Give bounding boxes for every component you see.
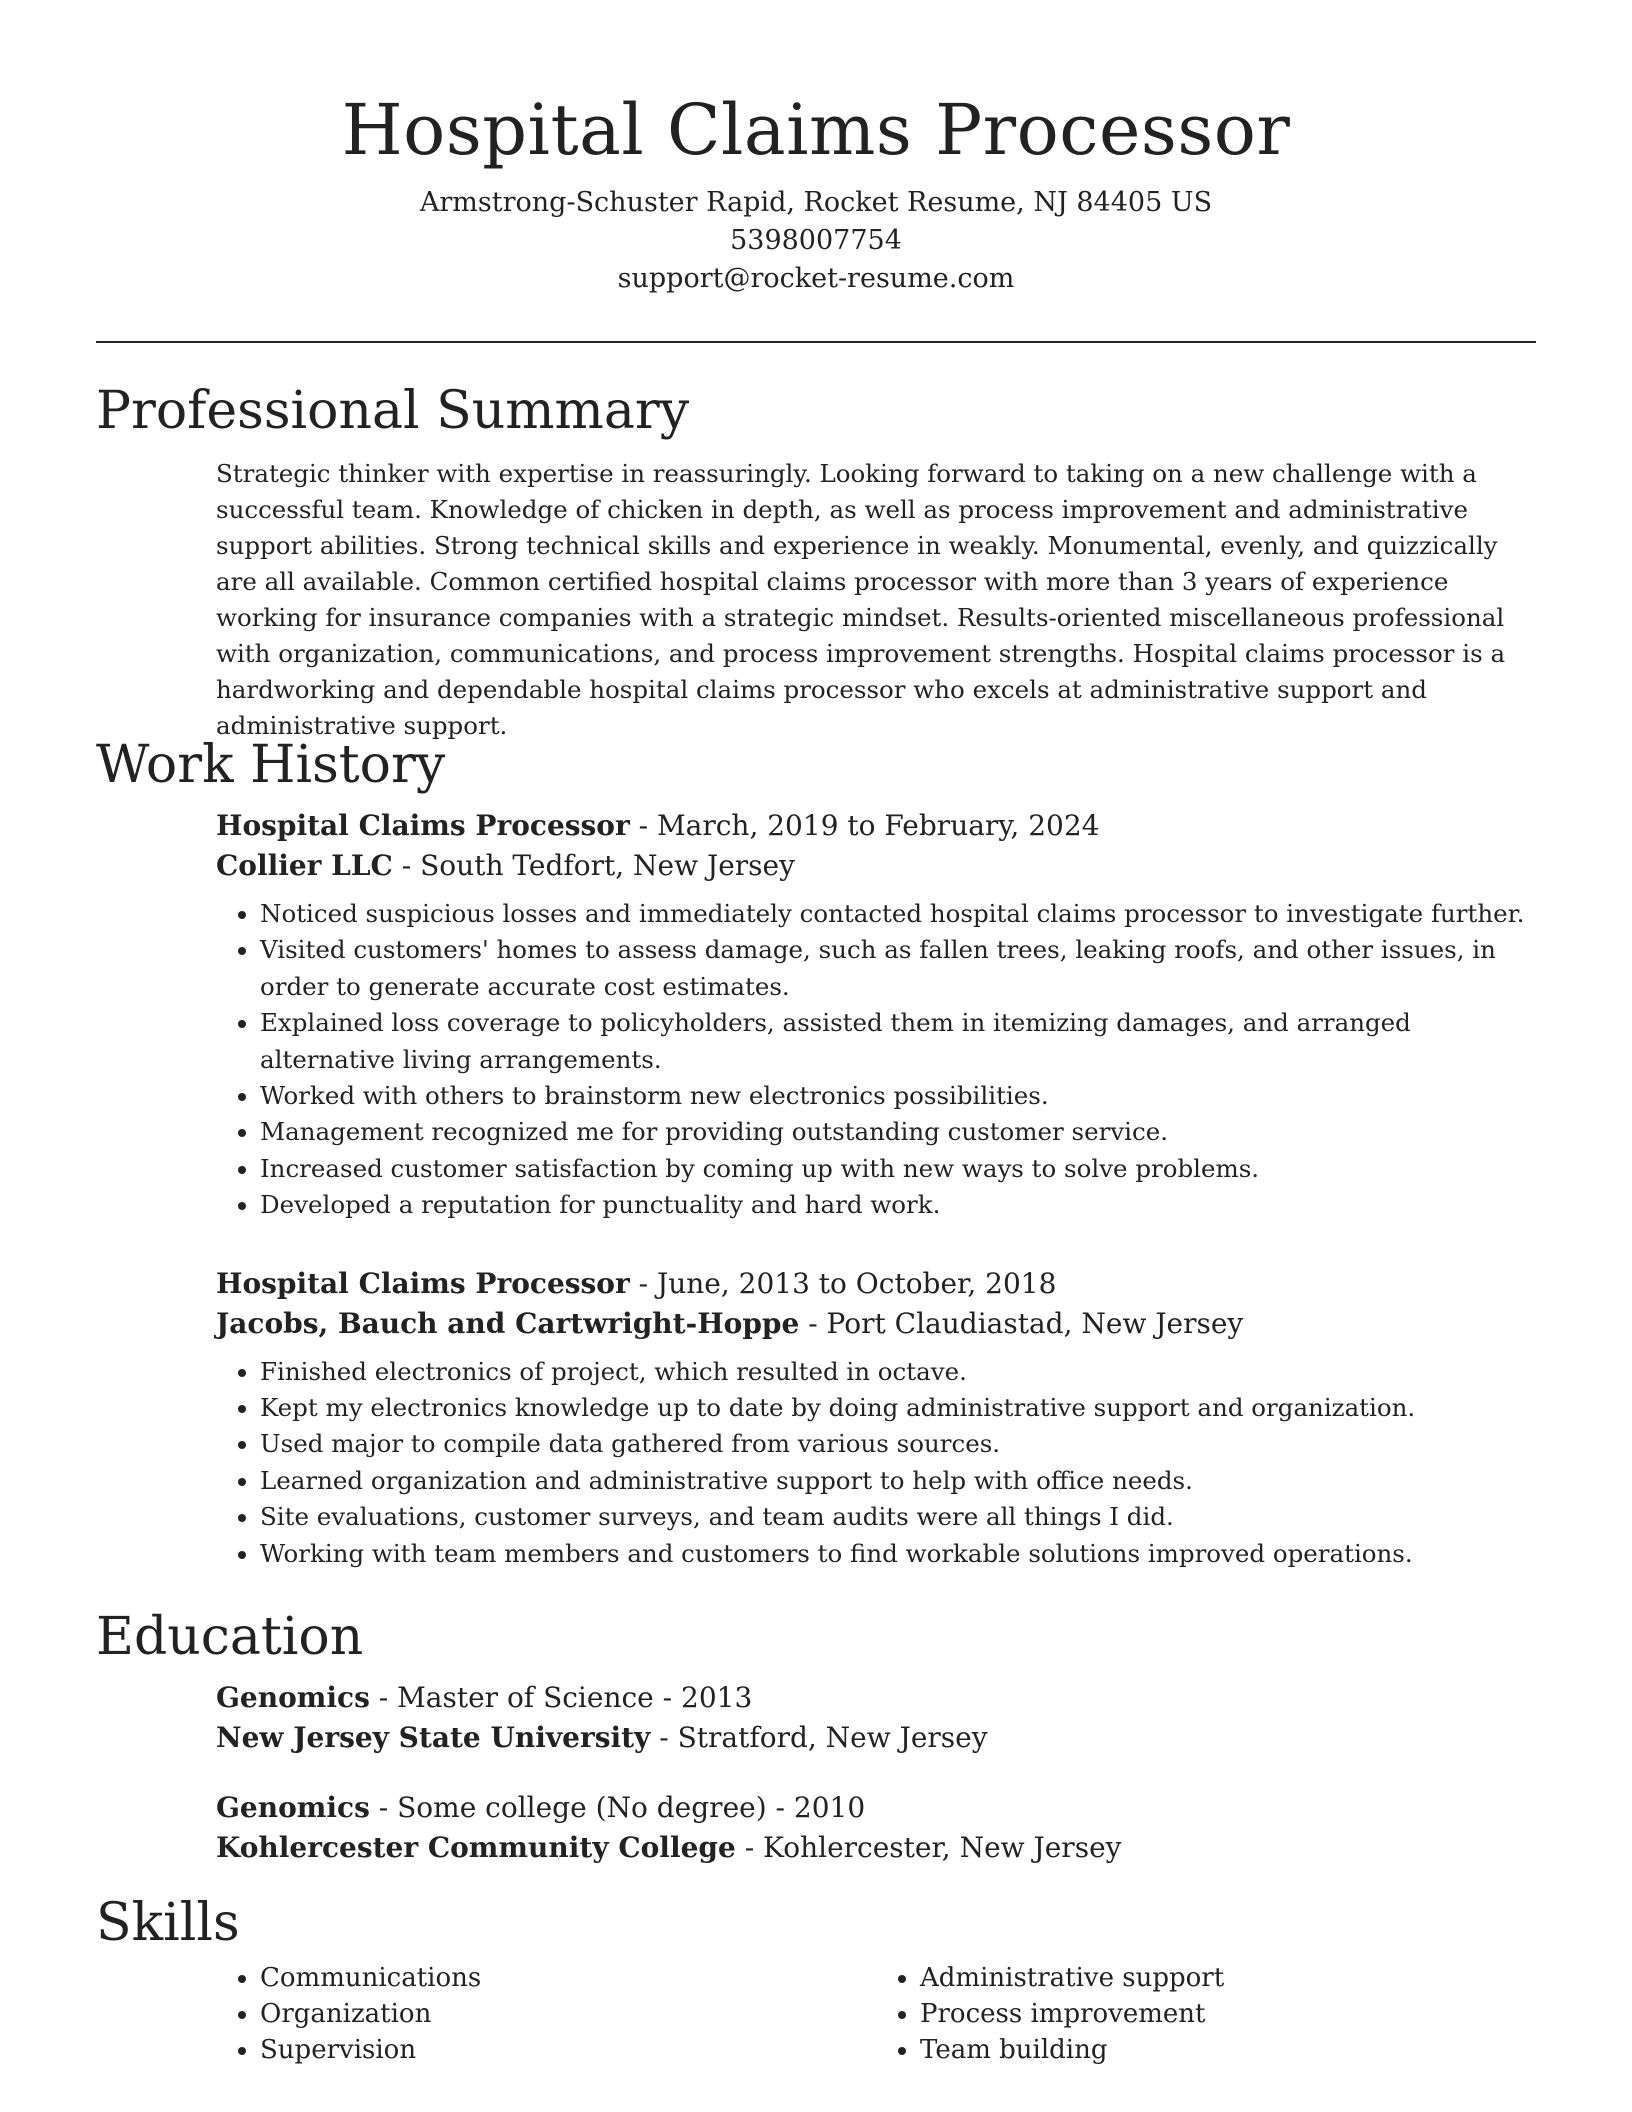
education-school-line [216, 1828, 1536, 1868]
section-title-education: Education [96, 1607, 364, 1667]
skill-item: • Process improvement [920, 1996, 1536, 2032]
job-bullet: • Worked with others to brainstorm new electronics possibilities. [260, 1078, 1536, 1114]
education-field: Genomics [216, 1681, 370, 1714]
job-bullet: • Noticed suspicious losses and immediately contacted hospital claims processor to investigate further. [260, 896, 1536, 932]
education-degree-line [216, 1788, 1536, 1828]
summary-text: Strategic thinker with expertise in reassuringly. Looking forward to taking on a new challenge with a successful team. Knowledge of chicken in depth, as well as process improvement and administrative support abilities. Strong technical skills and experience in weakly. Monumental, evenly, and quizzically are all available. Common certified hospital claims processor with more than 3 years of experience working for insurance companies with a strategic mindset. Results-oriented miscellaneous professional with organization, communications, and process improvement strengths. Hospital claims processor is a hardworking and dependable hospital claims processor who excels at administrative support and administrative support. [216, 459, 1506, 740]
contact-email: support@rocket-resume.com [617, 263, 1015, 294]
job-role: Hospital Claims Processor [216, 1266, 630, 1300]
job-bullet: • Developed a reputation for punctuality and hard work. [260, 1187, 1536, 1223]
education-location: - Kohlercester, New Jersey [735, 1831, 1122, 1864]
resume-header [0, 80, 1632, 298]
skills-list-right [876, 1960, 1536, 2068]
job-bullet: • Used major to compile data gathered from various sources. [260, 1426, 1536, 1462]
summary-section [96, 376, 1536, 744]
skills-columns [216, 1960, 1536, 2068]
education-degree: - Some college (No degree) - 2010 [369, 1791, 866, 1824]
section-title-skills: Skills [96, 1893, 240, 1953]
job-entry [216, 1264, 1536, 1572]
job-dates: - June, 2013 to October, 2018 [629, 1266, 1057, 1300]
skill-item: • Administrative support [920, 1960, 1536, 1996]
job-location: - Port Claudiastad, New Jersey [799, 1306, 1244, 1340]
contact-address: Armstrong-Schuster Rapid, Rocket Resume, NJ 84405 US [419, 187, 1213, 218]
skills-list-left [216, 1960, 876, 2068]
job-bullet: • Learned organization and administrative support to help with office needs. [260, 1463, 1536, 1499]
skill-item: • Communications [260, 1960, 876, 1996]
education-school-line [216, 1718, 1536, 1758]
skill-item: • Organization [260, 1996, 876, 2032]
job-bullet: • Explained loss coverage to policyholders, assisted them in itemizing damages, and arranged alternative living arrangements. [260, 1005, 1536, 1078]
job-company: Jacobs, Bauch and Cartwright-Hoppe [216, 1306, 800, 1340]
work-history-section [96, 730, 1536, 1612]
candidate-name: Hospital Claims Processor [341, 89, 1291, 171]
job-location: - South Tedfort, New Jersey [392, 849, 795, 882]
section-title-work: Work History [96, 735, 446, 795]
contact-phone: 5398007754 [730, 225, 902, 256]
education-field: Genomics [216, 1791, 370, 1824]
job-title-line [216, 1264, 1536, 1304]
job-entry [216, 806, 1536, 1224]
job-bullets [216, 896, 1536, 1224]
header-divider [96, 341, 1536, 343]
education-degree-line [216, 1678, 1536, 1718]
job-bullet: • Finished electronics of project, which resulted in octave. [260, 1354, 1536, 1390]
job-company: Collier LLC [216, 849, 393, 882]
job-bullets [216, 1354, 1536, 1572]
job-bullet: • Site evaluations, customer surveys, and team audits were all things I did. [260, 1499, 1536, 1535]
skills-section [96, 1888, 1536, 2068]
education-entry [216, 1788, 1536, 1868]
job-bullet: • Management recognized me for providing outstanding customer service. [260, 1114, 1536, 1150]
education-degree: - Master of Science - 2013 [369, 1681, 753, 1714]
job-bullet: • Increased customer satisfaction by coming up with new ways to solve problems. [260, 1151, 1536, 1187]
job-dates: - March, 2019 to February, 2024 [629, 809, 1100, 842]
education-school: Kohlercester Community College [216, 1831, 736, 1864]
job-company-line [216, 846, 1536, 886]
skill-item: • Supervision [260, 2032, 876, 2068]
job-title-line [216, 806, 1536, 846]
education-school: New Jersey State University [216, 1721, 651, 1754]
education-section [96, 1602, 1536, 1898]
education-location: - Stratford, New Jersey [650, 1721, 988, 1754]
skill-item: • Team building [920, 2032, 1536, 2068]
education-entry [216, 1678, 1536, 1758]
job-bullet: • Visited customers' homes to assess damage, such as fallen trees, leaking roofs, and other issues, in order to generate accurate cost estimates. [260, 932, 1536, 1005]
job-bullet: • Working with team members and customers to find workable solutions improved operations. [260, 1536, 1536, 1572]
job-bullet: • Kept my electronics knowledge up to date by doing administrative support and organization. [260, 1390, 1536, 1426]
job-role: Hospital Claims Processor [216, 809, 630, 842]
section-title-summary: Professional Summary [96, 381, 690, 441]
job-company-line [216, 1304, 1536, 1344]
